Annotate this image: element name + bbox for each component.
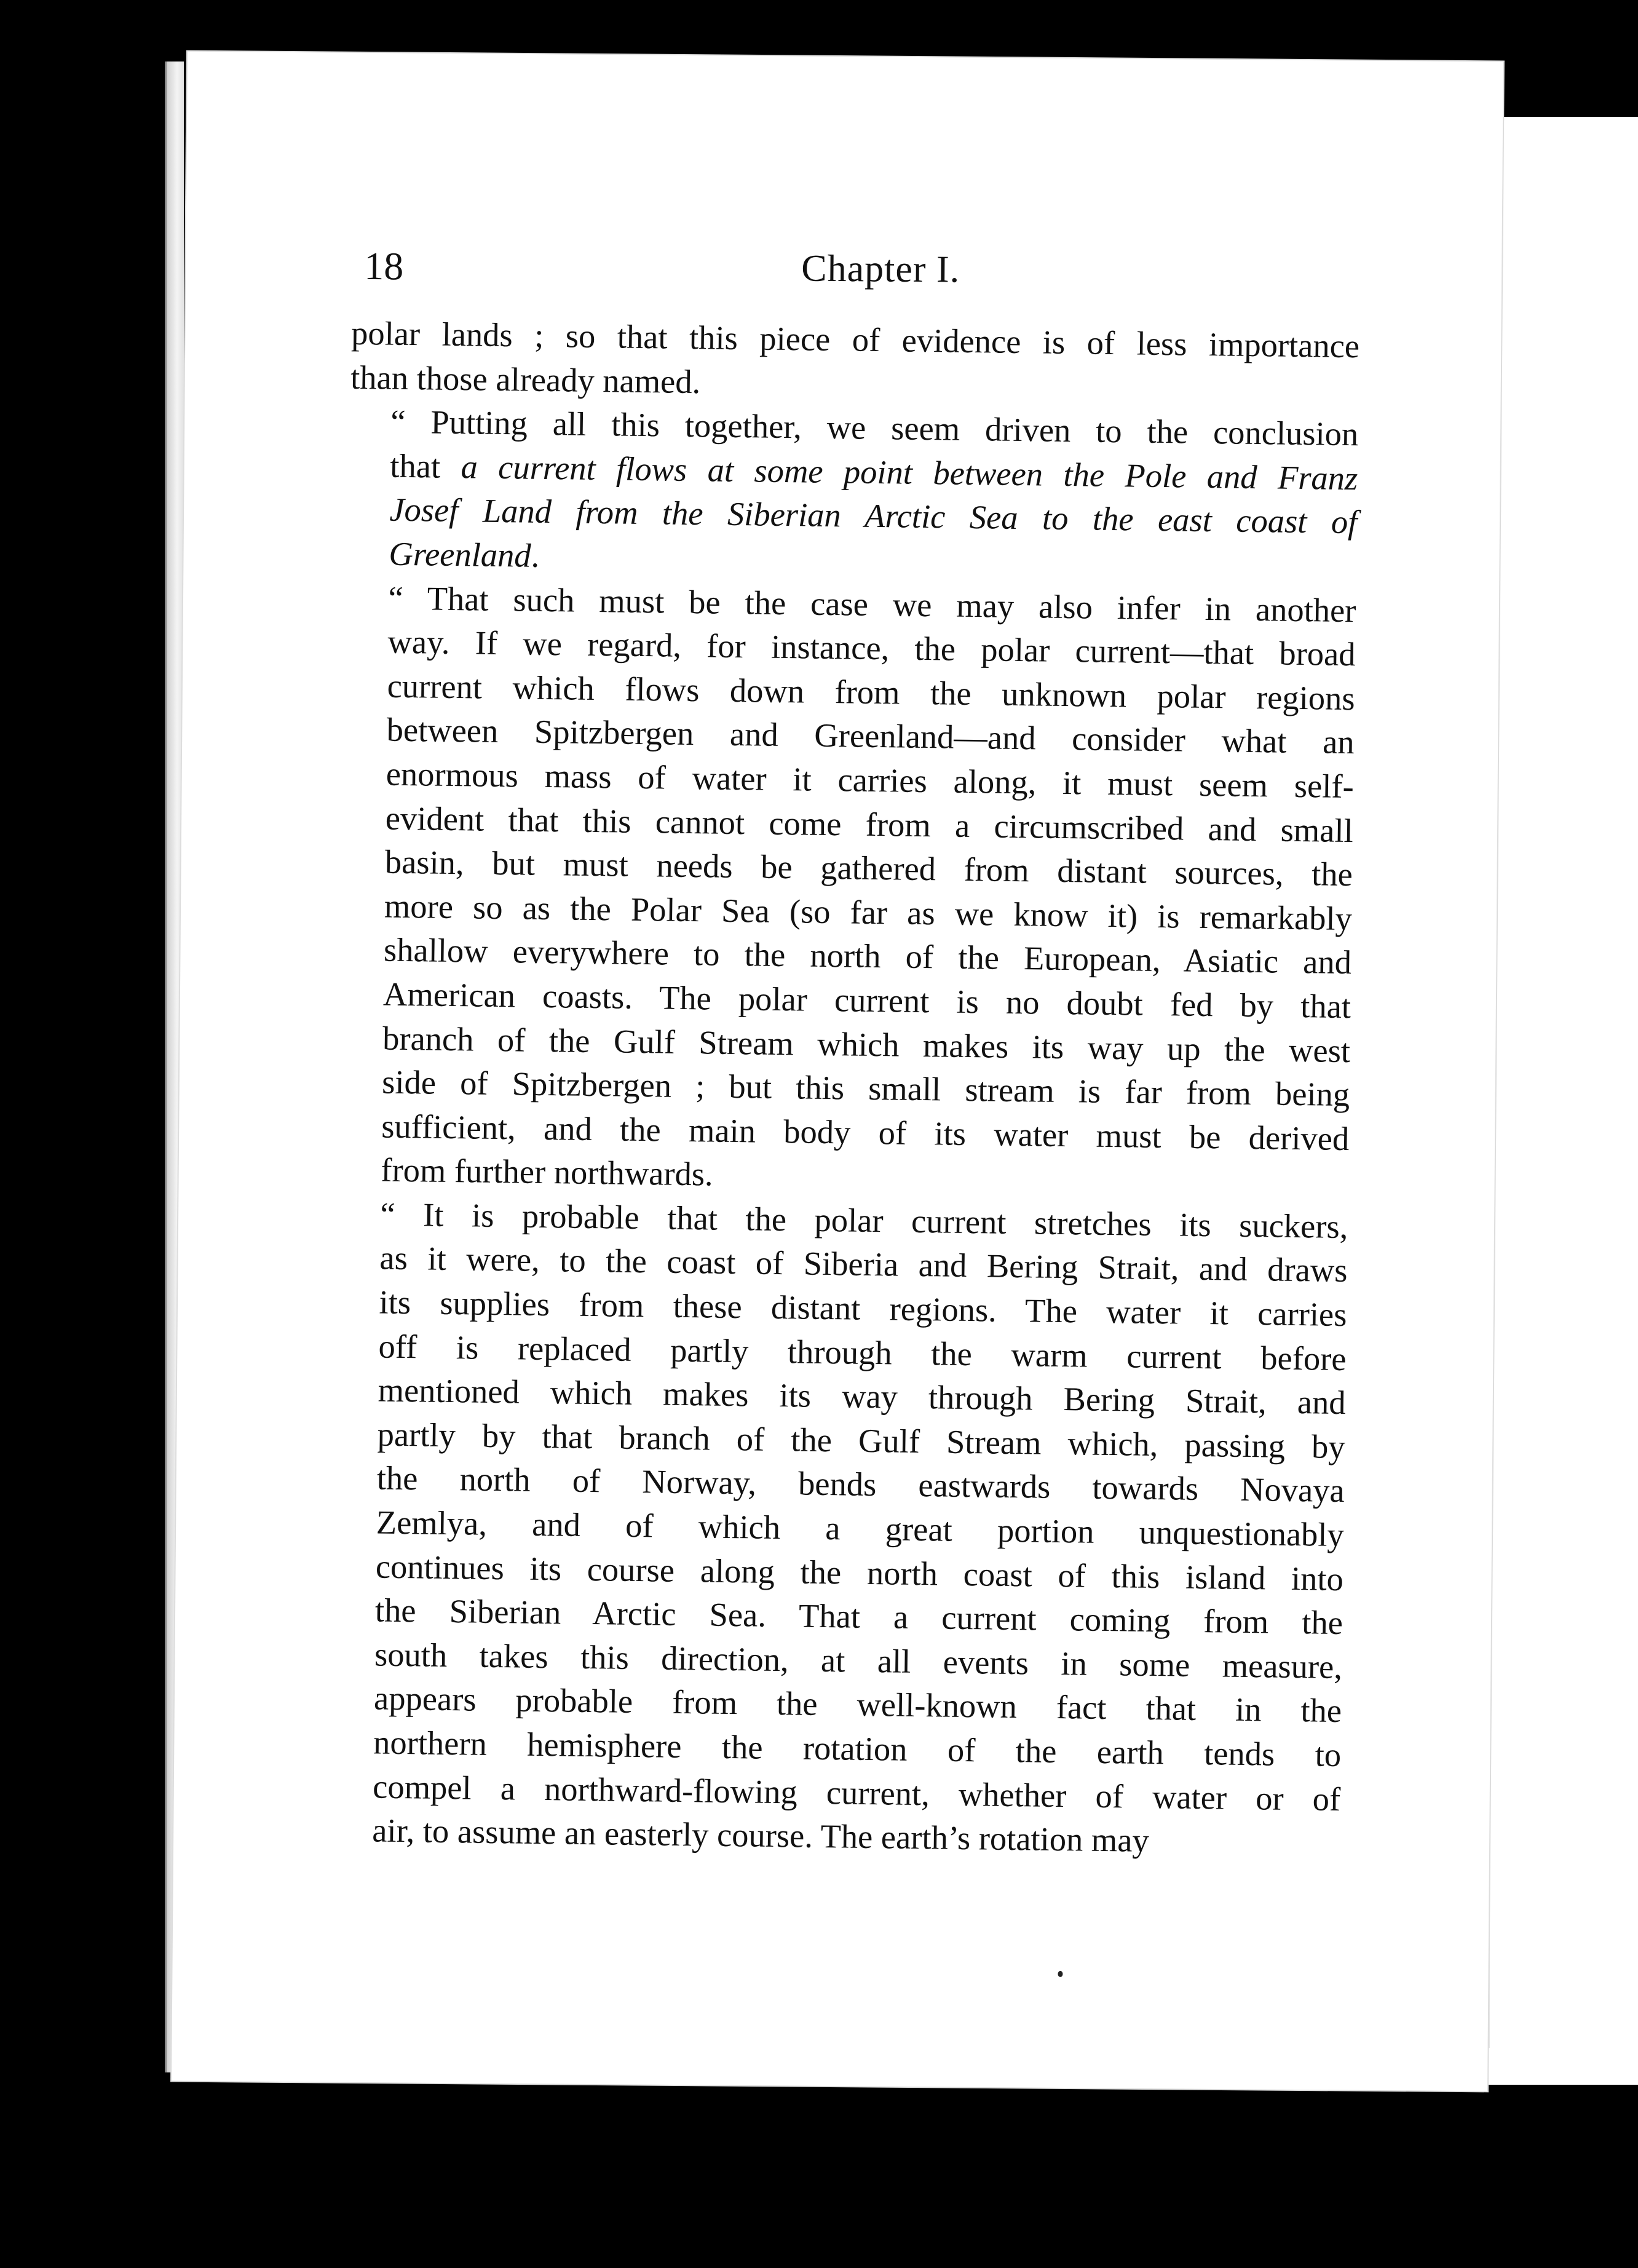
running-head bbox=[364, 244, 1398, 307]
ink-speck bbox=[1058, 1971, 1062, 1977]
text-line: more so as the Polar Sea (so far as we know it) is remarkably bbox=[384, 887, 1353, 937]
text-line: as it were, to the coast of Siberia and Bering Strait, and draws bbox=[379, 1239, 1348, 1290]
text-line: evident that this cannot come from a circumscribed and small bbox=[385, 799, 1354, 849]
text-line: “ That such must be the case we may also infer in another bbox=[388, 579, 1356, 629]
text-line: mentioned which makes its way through Bering Strait, and bbox=[378, 1371, 1346, 1422]
text-line: air, to assume an easterly course. The earth’s rotation may bbox=[371, 1811, 1150, 1860]
page-number: 18 bbox=[363, 244, 404, 288]
text-line: compel a northward-flowing current, whether of water or of bbox=[372, 1767, 1341, 1818]
text-line: shallow everywhere to the north of the European, Asiatic and bbox=[383, 930, 1352, 981]
text-line: northern hemisphere the rotation of the earth tends to bbox=[373, 1723, 1342, 1774]
paragraph bbox=[340, 575, 1356, 1205]
text-line: American coasts. The polar current is no doubt fed by that bbox=[382, 975, 1351, 1026]
text-line: south takes this direction, at all events in some measure, bbox=[374, 1635, 1343, 1686]
text-line: branch of the Gulf Stream which makes its way up the west bbox=[382, 1019, 1351, 1069]
paragraph bbox=[350, 311, 1360, 413]
book-page bbox=[172, 52, 1503, 2092]
text-line: continues its course along the north coast of this island into bbox=[375, 1547, 1344, 1598]
chapter-title: Chapter I. bbox=[801, 247, 960, 291]
text-line: than those already named. bbox=[350, 358, 701, 400]
paragraph bbox=[331, 1192, 1348, 1865]
text-line: side of Spitzbergen ; but this small stream is far from being bbox=[381, 1063, 1350, 1114]
text-line: from further northwards. bbox=[381, 1151, 714, 1193]
text-line: polar lands ; so that this piece of evidence is of less importance bbox=[350, 314, 1360, 365]
text-line: the Siberian Arctic Sea. That a current coming from the bbox=[374, 1591, 1343, 1642]
text-line: enormous mass of water it carries along, it must seem self- bbox=[386, 755, 1355, 806]
text-line: sufficient, and the main body of its water must be derived bbox=[381, 1107, 1350, 1157]
paragraph bbox=[348, 399, 1359, 589]
text-line: Zemlya, and of which a great portion unquestionably bbox=[376, 1503, 1345, 1554]
text-fragment: . bbox=[531, 536, 540, 574]
italic-text: a current flows at some point between the Pole and Franz bbox=[461, 447, 1358, 497]
text-line: “ Putting all this together, we seem driven to the conclusion bbox=[390, 402, 1359, 453]
adjacent-page-edge bbox=[1479, 117, 1638, 2085]
italic-text: Greenland bbox=[389, 534, 531, 574]
text-line: current which flows down from the unknown polar regions bbox=[387, 667, 1355, 717]
italic-text: Josef Land from the Siberian Arctic Sea to the east coast of bbox=[389, 490, 1358, 541]
text-line: “ It is probable that the polar current stretches its suckers, bbox=[380, 1195, 1348, 1245]
text-line: partly by that branch of the Gulf Stream which, passing by bbox=[377, 1415, 1346, 1465]
text-line: off is replaced partly through the warm current before bbox=[378, 1327, 1347, 1378]
body-text bbox=[331, 311, 1360, 1865]
text-fragment: that bbox=[390, 446, 461, 485]
text-line: between Spitzbergen and Greenland—and consider what an bbox=[386, 710, 1355, 761]
text-line: way. If we regard, for instance, the polar current—that broad bbox=[387, 622, 1356, 673]
text-line: basin, but must needs be gathered from distant sources, the bbox=[384, 843, 1353, 894]
text-line: appears probable from the well-known fact that in the bbox=[373, 1679, 1342, 1730]
text-line: the north of Norway, bends eastwards towards Novaya bbox=[376, 1459, 1345, 1510]
text-line: its supplies from these distant regions. The water it carries bbox=[379, 1283, 1347, 1334]
